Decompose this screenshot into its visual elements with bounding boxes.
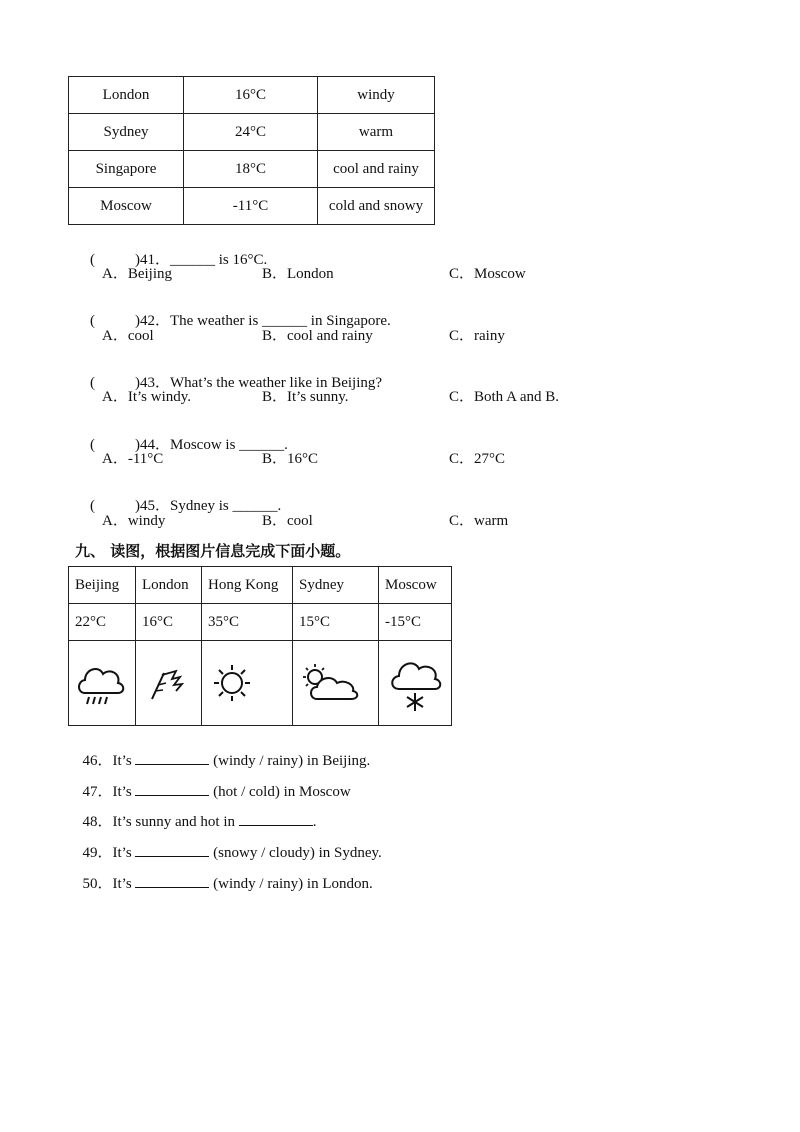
weather-table-1 — [68, 76, 435, 225]
fill-in-suffix: (snowy / cloudy) in Sydney. — [209, 845, 382, 861]
temp-cell: -15°C — [379, 604, 452, 641]
rain-cloud-icon — [69, 641, 135, 725]
city-header: Sydney — [293, 567, 379, 604]
option-b: B．cool and rainy — [262, 328, 373, 344]
table-row — [69, 151, 435, 188]
fill-in-suffix: . — [312, 814, 317, 830]
option-a: A．Beijing — [102, 266, 172, 282]
table-cell-temp: -11°C — [184, 188, 318, 225]
temp-cell: 22°C — [69, 604, 136, 641]
option-c: C．27°C — [449, 451, 506, 467]
wind-icon — [136, 641, 201, 725]
fill-in-prefix: 48．It’s sunny and hot in — [82, 814, 239, 830]
question-blank: ______ — [262, 313, 308, 329]
section-heading: 九、 读图，根据图片信息完成下面小题。 — [75, 542, 351, 560]
city-header: Moscow — [379, 567, 452, 604]
option-c: C．Both A and B. — [449, 389, 560, 405]
answer-paren-open: ( — [90, 252, 95, 268]
answer-paren-open: ( — [90, 313, 95, 329]
question-blank: ______ — [232, 498, 278, 514]
table-row-cities — [69, 567, 452, 604]
fill-in-prefix: 47．It’s — [82, 784, 136, 800]
fill-in-suffix: (windy / rainy) in Beijing. — [209, 753, 371, 769]
table-cell-city: Singapore — [69, 151, 184, 188]
table-cell-temp: 16°C — [184, 77, 318, 114]
snow-cloud-icon — [379, 641, 451, 725]
temp-cell: 15°C — [293, 604, 379, 641]
option-b: B．It’s sunny. — [262, 389, 349, 405]
question-number: )45． — [135, 498, 170, 514]
question-stem-end: . — [277, 498, 282, 514]
question-number: )42． — [135, 313, 170, 329]
answer-paren-open: ( — [90, 437, 95, 453]
option-a: A．windy — [102, 513, 166, 529]
table-cell-weather: cold and snowy — [318, 188, 435, 225]
option-c: C．rainy — [449, 328, 505, 344]
question-stem: Sydney is — [170, 498, 233, 514]
table-cell-weather: cool and rainy — [318, 151, 435, 188]
city-header: London — [136, 567, 202, 604]
table-row-temps — [69, 604, 452, 641]
option-b: B．London — [262, 266, 334, 282]
table-cell-temp: 18°C — [184, 151, 318, 188]
question-stem-end: . — [284, 437, 288, 453]
table-cell-city: London — [69, 77, 184, 114]
table-row — [69, 77, 435, 114]
option-a: A．cool — [102, 328, 154, 344]
option-c: C．warm — [449, 513, 509, 529]
temp-cell: 35°C — [202, 604, 293, 641]
option-b: B．cool — [262, 513, 313, 529]
weather-table-2 — [68, 566, 452, 726]
question-stem-end: in Singapore. — [307, 313, 391, 329]
table-cell-city: Sydney — [69, 114, 184, 151]
question-stem: is 16°C. — [215, 252, 268, 268]
table-cell-city: Moscow — [69, 188, 184, 225]
fill-in-prefix: 46．It’s — [82, 753, 136, 769]
fill-in-prefix: 49．It’s — [82, 845, 136, 861]
option-c: C．Moscow — [449, 266, 526, 282]
question-number: )44． — [135, 437, 170, 453]
fill-in-50 — [75, 855, 373, 893]
fill-in-suffix: (hot / cold) in Moscow — [209, 784, 351, 800]
fill-in-prefix: 50．It’s — [82, 876, 136, 892]
question-blank: ______ — [170, 252, 215, 268]
sun-icon — [202, 641, 292, 725]
fill-in-blank[interactable] — [135, 874, 209, 888]
question-blank: ______ — [239, 437, 285, 453]
table-row-icons — [69, 641, 452, 726]
question-number: )41． — [135, 252, 170, 268]
question-number: )43． — [135, 375, 170, 391]
question-stem: Moscow is — [170, 437, 240, 453]
table-cell-temp: 24°C — [184, 114, 318, 151]
option-b: B．16°C — [262, 451, 319, 467]
table-cell-weather: windy — [318, 77, 435, 114]
answer-paren-open: ( — [90, 375, 95, 391]
question-stem: What’s the weather like in Beijing? — [170, 375, 383, 391]
city-header: Beijing — [69, 567, 136, 604]
answer-paren-open: ( — [90, 498, 95, 514]
table-row — [69, 188, 435, 225]
option-a: A．-11°C — [102, 451, 164, 467]
table-row — [69, 114, 435, 151]
sun-cloud-icon — [293, 641, 378, 725]
fill-in-suffix: (windy / rainy) in London. — [209, 876, 373, 892]
option-a: A．It’s windy. — [102, 389, 192, 405]
question-stem: The weather is — [170, 313, 263, 329]
table-cell-weather: warm — [318, 114, 435, 151]
city-header: Hong Kong — [202, 567, 293, 604]
temp-cell: 16°C — [136, 604, 202, 641]
